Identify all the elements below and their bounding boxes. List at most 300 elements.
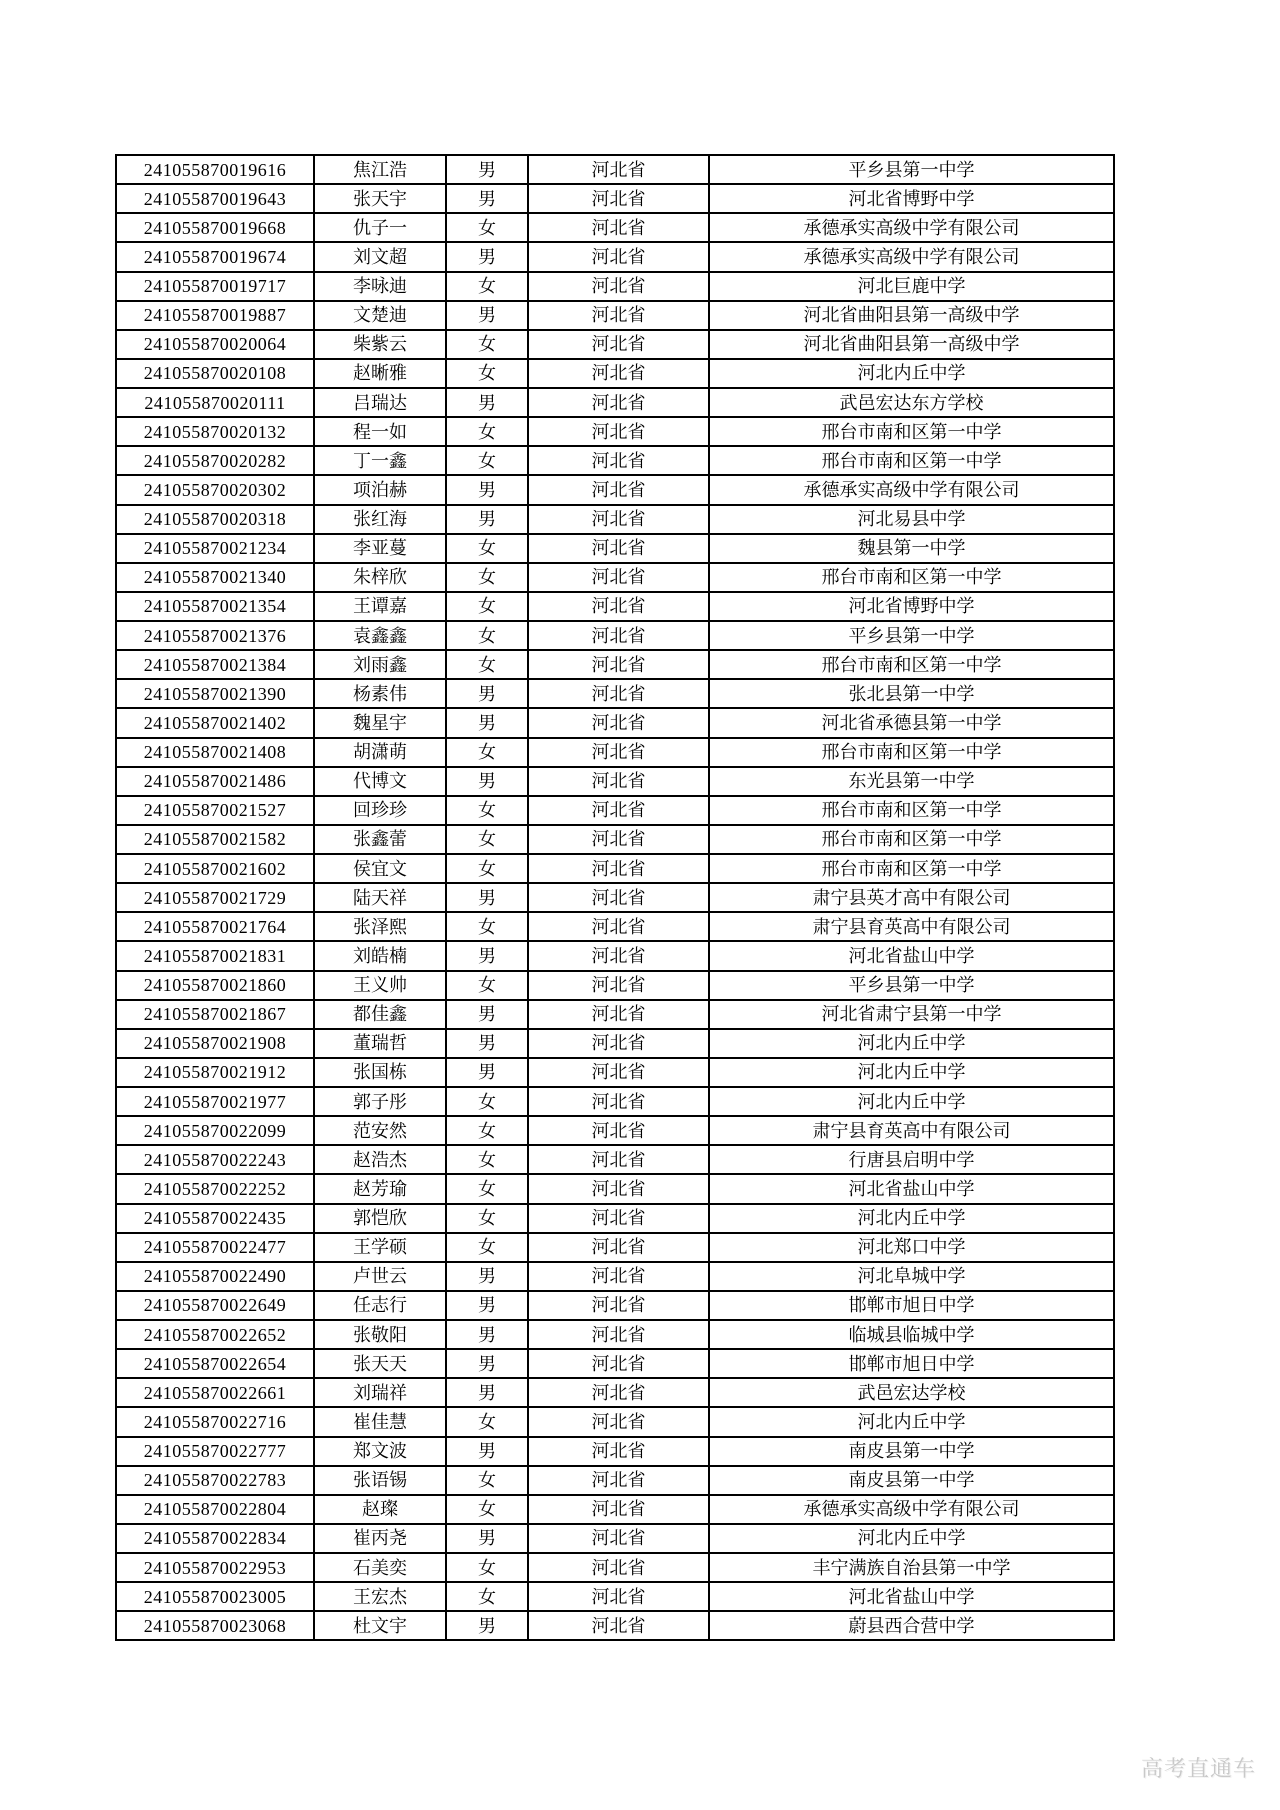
cell-school: 南皮县第一中学 <box>709 1437 1114 1466</box>
cell-gender: 女 <box>446 1087 528 1116</box>
table-row <box>116 738 1114 767</box>
cell-province: 河北省 <box>528 301 709 330</box>
cell-gender: 男 <box>446 242 528 271</box>
cell-province: 河北省 <box>528 1291 709 1320</box>
cell-province: 河北省 <box>528 359 709 388</box>
cell-province: 河北省 <box>528 621 709 650</box>
cell-school: 河北省盐山中学 <box>709 941 1114 970</box>
cell-school: 河北巨鹿中学 <box>709 272 1114 301</box>
cell-candidate-number: 241055870022490 <box>116 1262 314 1291</box>
candidate-roster-table <box>115 154 1115 1641</box>
cell-candidate-name: 郑文波 <box>314 1437 446 1466</box>
cell-candidate-number: 241055870021390 <box>116 679 314 708</box>
cell-province: 河北省 <box>528 767 709 796</box>
cell-candidate-name: 胡潇萌 <box>314 738 446 767</box>
cell-candidate-name: 袁鑫鑫 <box>314 621 446 650</box>
table-row <box>116 1174 1114 1203</box>
table-row <box>116 446 1114 475</box>
cell-gender: 女 <box>446 854 528 883</box>
cell-candidate-name: 王学硕 <box>314 1233 446 1262</box>
cell-candidate-number: 241055870019717 <box>116 272 314 301</box>
cell-candidate-name: 程一如 <box>314 417 446 446</box>
table-row <box>116 301 1114 330</box>
roster-table-body <box>116 155 1114 1640</box>
cell-province: 河北省 <box>528 941 709 970</box>
cell-candidate-number: 241055870021376 <box>116 621 314 650</box>
table-row <box>116 359 1114 388</box>
cell-candidate-name: 魏星宇 <box>314 708 446 737</box>
cell-province: 河北省 <box>528 1611 709 1640</box>
cell-province: 河北省 <box>528 1495 709 1524</box>
table-row <box>116 592 1114 621</box>
cell-province: 河北省 <box>528 1524 709 1553</box>
cell-candidate-number: 241055870021340 <box>116 563 314 592</box>
cell-gender: 男 <box>446 301 528 330</box>
cell-school: 蔚县西合营中学 <box>709 1611 1114 1640</box>
table-row <box>116 1437 1114 1466</box>
cell-school: 临城县临城中学 <box>709 1320 1114 1349</box>
cell-candidate-name: 柴紫云 <box>314 330 446 359</box>
cell-school: 丰宁满族自治县第一中学 <box>709 1553 1114 1582</box>
cell-school: 承德承实高级中学有限公司 <box>709 1495 1114 1524</box>
table-row <box>116 1204 1114 1233</box>
cell-candidate-name: 陆天祥 <box>314 883 446 912</box>
cell-school: 武邑宏达东方学校 <box>709 388 1114 417</box>
table-row <box>116 1320 1114 1349</box>
table-row <box>116 505 1114 534</box>
cell-province: 河北省 <box>528 1437 709 1466</box>
cell-province: 河北省 <box>528 1087 709 1116</box>
cell-gender: 男 <box>446 1058 528 1087</box>
cell-province: 河北省 <box>528 1582 709 1611</box>
cell-candidate-name: 张敬阳 <box>314 1320 446 1349</box>
cell-school: 平乡县第一中学 <box>709 971 1114 1000</box>
table-row <box>116 1116 1114 1145</box>
cell-candidate-name: 李亚蔓 <box>314 534 446 563</box>
cell-candidate-number: 241055870020318 <box>116 505 314 534</box>
cell-gender: 男 <box>446 1262 528 1291</box>
cell-gender: 女 <box>446 796 528 825</box>
cell-candidate-number: 241055870019674 <box>116 242 314 271</box>
cell-candidate-name: 赵浩杰 <box>314 1145 446 1174</box>
cell-candidate-name: 赵芳瑜 <box>314 1174 446 1203</box>
cell-candidate-name: 张鑫蕾 <box>314 825 446 854</box>
cell-candidate-name: 任志行 <box>314 1291 446 1320</box>
cell-candidate-number: 241055870022661 <box>116 1378 314 1407</box>
cell-province: 河北省 <box>528 1116 709 1145</box>
cell-school: 邢台市南和区第一中学 <box>709 825 1114 854</box>
cell-candidate-name: 崔丙尧 <box>314 1524 446 1553</box>
cell-school: 邢台市南和区第一中学 <box>709 854 1114 883</box>
cell-gender: 男 <box>446 1378 528 1407</box>
cell-candidate-number: 241055870022435 <box>116 1204 314 1233</box>
cell-province: 河北省 <box>528 1058 709 1087</box>
cell-candidate-number: 241055870021602 <box>116 854 314 883</box>
table-row <box>116 1495 1114 1524</box>
cell-school: 河北内丘中学 <box>709 1524 1114 1553</box>
cell-gender: 女 <box>446 621 528 650</box>
cell-school: 承德承实高级中学有限公司 <box>709 242 1114 271</box>
cell-gender: 男 <box>446 1291 528 1320</box>
cell-candidate-name: 代博文 <box>314 767 446 796</box>
cell-candidate-number: 241055870021977 <box>116 1087 314 1116</box>
cell-candidate-number: 241055870022777 <box>116 1437 314 1466</box>
cell-province: 河北省 <box>528 883 709 912</box>
cell-candidate-number: 241055870022783 <box>116 1466 314 1495</box>
cell-candidate-number: 241055870021867 <box>116 1000 314 1029</box>
cell-candidate-name: 都佳鑫 <box>314 1000 446 1029</box>
cell-province: 河北省 <box>528 1349 709 1378</box>
cell-candidate-name: 李咏迪 <box>314 272 446 301</box>
table-row <box>116 971 1114 1000</box>
cell-candidate-number: 241055870022243 <box>116 1145 314 1174</box>
cell-province: 河北省 <box>528 738 709 767</box>
cell-school: 河北易县中学 <box>709 505 1114 534</box>
table-row <box>116 708 1114 737</box>
cell-school: 平乡县第一中学 <box>709 621 1114 650</box>
table-row <box>116 242 1114 271</box>
cell-province: 河北省 <box>528 242 709 271</box>
cell-candidate-name: 仇子一 <box>314 213 446 242</box>
cell-candidate-number: 241055870022477 <box>116 1233 314 1262</box>
cell-province: 河北省 <box>528 796 709 825</box>
cell-school: 河北省肃宁县第一中学 <box>709 1000 1114 1029</box>
cell-candidate-number: 241055870021831 <box>116 941 314 970</box>
cell-gender: 女 <box>446 825 528 854</box>
cell-candidate-number: 241055870022804 <box>116 1495 314 1524</box>
cell-school: 河北内丘中学 <box>709 1204 1114 1233</box>
cell-province: 河北省 <box>528 388 709 417</box>
cell-province: 河北省 <box>528 534 709 563</box>
cell-gender: 女 <box>446 971 528 1000</box>
cell-school: 南皮县第一中学 <box>709 1466 1114 1495</box>
cell-candidate-number: 241055870021764 <box>116 912 314 941</box>
site-watermark: 高考直通车 <box>1141 1756 1257 1781</box>
table-row <box>116 621 1114 650</box>
table-row <box>116 475 1114 504</box>
cell-province: 河北省 <box>528 184 709 213</box>
cell-candidate-name: 张语锡 <box>314 1466 446 1495</box>
cell-candidate-number: 241055870022953 <box>116 1553 314 1582</box>
cell-candidate-number: 241055870020302 <box>116 475 314 504</box>
cell-gender: 女 <box>446 1407 528 1436</box>
cell-candidate-number: 241055870022716 <box>116 1407 314 1436</box>
cell-province: 河北省 <box>528 912 709 941</box>
cell-candidate-number: 241055870022649 <box>116 1291 314 1320</box>
cell-province: 河北省 <box>528 1233 709 1262</box>
cell-candidate-name: 石美奕 <box>314 1553 446 1582</box>
cell-candidate-name: 赵璨 <box>314 1495 446 1524</box>
cell-gender: 女 <box>446 563 528 592</box>
cell-candidate-name: 卢世云 <box>314 1262 446 1291</box>
cell-gender: 男 <box>446 505 528 534</box>
cell-province: 河北省 <box>528 1204 709 1233</box>
table-row <box>116 1233 1114 1262</box>
table-row <box>116 1087 1114 1116</box>
cell-candidate-number: 241055870021908 <box>116 1029 314 1058</box>
table-row <box>116 534 1114 563</box>
cell-gender: 女 <box>446 1233 528 1262</box>
cell-candidate-name: 回珍珍 <box>314 796 446 825</box>
cell-school: 河北省博野中学 <box>709 184 1114 213</box>
cell-school: 平乡县第一中学 <box>709 155 1114 184</box>
table-row <box>116 767 1114 796</box>
cell-school: 河北省盐山中学 <box>709 1582 1114 1611</box>
cell-school: 邢台市南和区第一中学 <box>709 796 1114 825</box>
cell-gender: 女 <box>446 1553 528 1582</box>
cell-candidate-number: 241055870022099 <box>116 1116 314 1145</box>
cell-candidate-name: 王宏杰 <box>314 1582 446 1611</box>
cell-candidate-name: 刘雨鑫 <box>314 650 446 679</box>
cell-gender: 女 <box>446 1145 528 1174</box>
cell-candidate-number: 241055870021384 <box>116 650 314 679</box>
cell-province: 河北省 <box>528 708 709 737</box>
cell-candidate-number: 241055870020282 <box>116 446 314 475</box>
table-row <box>116 1145 1114 1174</box>
cell-school: 邢台市南和区第一中学 <box>709 650 1114 679</box>
cell-candidate-name: 侯宜文 <box>314 854 446 883</box>
cell-gender: 女 <box>446 1174 528 1203</box>
cell-candidate-name: 张泽熙 <box>314 912 446 941</box>
cell-gender: 男 <box>446 388 528 417</box>
cell-candidate-number: 241055870020111 <box>116 388 314 417</box>
cell-gender: 女 <box>446 417 528 446</box>
cell-candidate-number: 241055870023005 <box>116 1582 314 1611</box>
table-row <box>116 679 1114 708</box>
cell-gender: 女 <box>446 592 528 621</box>
table-row <box>116 417 1114 446</box>
table-row <box>116 1000 1114 1029</box>
cell-school: 河北内丘中学 <box>709 1058 1114 1087</box>
cell-candidate-number: 241055870021527 <box>116 796 314 825</box>
cell-school: 行唐县启明中学 <box>709 1145 1114 1174</box>
table-row <box>116 1378 1114 1407</box>
cell-candidate-number: 241055870019668 <box>116 213 314 242</box>
cell-candidate-name: 王谭嘉 <box>314 592 446 621</box>
cell-candidate-number: 241055870021402 <box>116 708 314 737</box>
cell-candidate-number: 241055870022652 <box>116 1320 314 1349</box>
cell-gender: 男 <box>446 475 528 504</box>
cell-candidate-name: 朱梓欣 <box>314 563 446 592</box>
cell-school: 河北内丘中学 <box>709 1029 1114 1058</box>
cell-gender: 女 <box>446 1204 528 1233</box>
cell-gender: 男 <box>446 708 528 737</box>
table-row <box>116 1262 1114 1291</box>
table-row <box>116 1524 1114 1553</box>
cell-school: 邢台市南和区第一中学 <box>709 446 1114 475</box>
table-row <box>116 330 1114 359</box>
cell-candidate-name: 郭恺欣 <box>314 1204 446 1233</box>
cell-candidate-number: 241055870021234 <box>116 534 314 563</box>
cell-province: 河北省 <box>528 854 709 883</box>
table-row <box>116 854 1114 883</box>
cell-gender: 男 <box>446 1000 528 1029</box>
cell-candidate-name: 董瑞哲 <box>314 1029 446 1058</box>
cell-candidate-name: 杨素伟 <box>314 679 446 708</box>
table-row <box>116 272 1114 301</box>
cell-gender: 女 <box>446 1116 528 1145</box>
cell-candidate-number: 241055870021354 <box>116 592 314 621</box>
table-row <box>116 1466 1114 1495</box>
cell-gender: 男 <box>446 1437 528 1466</box>
cell-province: 河北省 <box>528 1466 709 1495</box>
cell-candidate-number: 241055870021860 <box>116 971 314 1000</box>
cell-school: 河北内丘中学 <box>709 359 1114 388</box>
table-row <box>116 1291 1114 1320</box>
cell-candidate-number: 241055870019643 <box>116 184 314 213</box>
cell-candidate-number: 241055870021486 <box>116 767 314 796</box>
cell-candidate-name: 文楚迪 <box>314 301 446 330</box>
cell-school: 邢台市南和区第一中学 <box>709 417 1114 446</box>
cell-gender: 男 <box>446 1029 528 1058</box>
table-row <box>116 825 1114 854</box>
cell-province: 河北省 <box>528 971 709 1000</box>
cell-candidate-number: 241055870021729 <box>116 883 314 912</box>
cell-province: 河北省 <box>528 272 709 301</box>
cell-province: 河北省 <box>528 1320 709 1349</box>
cell-gender: 女 <box>446 1495 528 1524</box>
cell-school: 邢台市南和区第一中学 <box>709 738 1114 767</box>
cell-candidate-number: 241055870019887 <box>116 301 314 330</box>
cell-gender: 男 <box>446 1611 528 1640</box>
table-row <box>116 184 1114 213</box>
table-row <box>116 796 1114 825</box>
cell-province: 河北省 <box>528 1553 709 1582</box>
cell-candidate-name: 张红海 <box>314 505 446 534</box>
cell-candidate-name: 杜文宇 <box>314 1611 446 1640</box>
cell-province: 河北省 <box>528 825 709 854</box>
cell-candidate-number: 241055870021582 <box>116 825 314 854</box>
cell-gender: 女 <box>446 738 528 767</box>
cell-province: 河北省 <box>528 1174 709 1203</box>
cell-candidate-number: 241055870022654 <box>116 1349 314 1378</box>
cell-province: 河北省 <box>528 1145 709 1174</box>
cell-school: 肃宁县育英高中有限公司 <box>709 912 1114 941</box>
table-row <box>116 1029 1114 1058</box>
cell-candidate-name: 张国栋 <box>314 1058 446 1087</box>
cell-gender: 男 <box>446 155 528 184</box>
cell-candidate-name: 郭子彤 <box>314 1087 446 1116</box>
cell-candidate-name: 刘瑞祥 <box>314 1378 446 1407</box>
cell-school: 张北县第一中学 <box>709 679 1114 708</box>
cell-province: 河北省 <box>528 213 709 242</box>
cell-school: 肃宁县英才高中有限公司 <box>709 883 1114 912</box>
cell-school: 邯郸市旭日中学 <box>709 1349 1114 1378</box>
cell-gender: 男 <box>446 1320 528 1349</box>
cell-candidate-number: 241055870021408 <box>116 738 314 767</box>
cell-candidate-name: 焦江浩 <box>314 155 446 184</box>
cell-school: 承德承实高级中学有限公司 <box>709 213 1114 242</box>
table-row <box>116 1611 1114 1640</box>
cell-province: 河北省 <box>528 155 709 184</box>
cell-candidate-number: 241055870020108 <box>116 359 314 388</box>
cell-gender: 男 <box>446 1524 528 1553</box>
cell-candidate-name: 崔佳慧 <box>314 1407 446 1436</box>
cell-candidate-name: 王义帅 <box>314 971 446 1000</box>
cell-gender: 女 <box>446 359 528 388</box>
cell-province: 河北省 <box>528 1262 709 1291</box>
cell-candidate-name: 赵晰雅 <box>314 359 446 388</box>
table-row <box>116 1553 1114 1582</box>
cell-gender: 女 <box>446 272 528 301</box>
cell-school: 河北内丘中学 <box>709 1087 1114 1116</box>
cell-province: 河北省 <box>528 475 709 504</box>
cell-province: 河北省 <box>528 417 709 446</box>
cell-gender: 女 <box>446 912 528 941</box>
cell-province: 河北省 <box>528 592 709 621</box>
table-row <box>116 883 1114 912</box>
cell-candidate-name: 项泊赫 <box>314 475 446 504</box>
cell-province: 河北省 <box>528 679 709 708</box>
cell-candidate-name: 张天宇 <box>314 184 446 213</box>
cell-candidate-name: 刘皓楠 <box>314 941 446 970</box>
cell-gender: 女 <box>446 1466 528 1495</box>
cell-province: 河北省 <box>528 1000 709 1029</box>
table-row <box>116 912 1114 941</box>
table-row <box>116 941 1114 970</box>
cell-gender: 女 <box>446 330 528 359</box>
cell-province: 河北省 <box>528 330 709 359</box>
cell-candidate-name: 刘文超 <box>314 242 446 271</box>
cell-candidate-number: 241055870021912 <box>116 1058 314 1087</box>
cell-candidate-number: 241055870020132 <box>116 417 314 446</box>
cell-school: 河北省盐山中学 <box>709 1174 1114 1203</box>
cell-gender: 男 <box>446 767 528 796</box>
table-row <box>116 1058 1114 1087</box>
cell-school: 东光县第一中学 <box>709 767 1114 796</box>
cell-candidate-name: 吕瑞达 <box>314 388 446 417</box>
cell-province: 河北省 <box>528 1407 709 1436</box>
cell-province: 河北省 <box>528 563 709 592</box>
cell-school: 邢台市南和区第一中学 <box>709 563 1114 592</box>
cell-gender: 女 <box>446 213 528 242</box>
cell-school: 河北省曲阳县第一高级中学 <box>709 330 1114 359</box>
cell-gender: 女 <box>446 534 528 563</box>
cell-candidate-number: 241055870023068 <box>116 1611 314 1640</box>
cell-school: 河北省承德县第一中学 <box>709 708 1114 737</box>
cell-school: 魏县第一中学 <box>709 534 1114 563</box>
table-row <box>116 1582 1114 1611</box>
table-row <box>116 213 1114 242</box>
cell-candidate-number: 241055870020064 <box>116 330 314 359</box>
cell-province: 河北省 <box>528 446 709 475</box>
cell-gender: 女 <box>446 650 528 679</box>
table-row <box>116 563 1114 592</box>
cell-gender: 男 <box>446 184 528 213</box>
table-row <box>116 388 1114 417</box>
table-row <box>116 155 1114 184</box>
table-row <box>116 1349 1114 1378</box>
cell-gender: 男 <box>446 679 528 708</box>
cell-candidate-name: 范安然 <box>314 1116 446 1145</box>
cell-gender: 男 <box>446 941 528 970</box>
cell-gender: 男 <box>446 1349 528 1378</box>
cell-candidate-name: 张天天 <box>314 1349 446 1378</box>
cell-school: 武邑宏达学校 <box>709 1378 1114 1407</box>
cell-school: 邯郸市旭日中学 <box>709 1291 1114 1320</box>
cell-province: 河北省 <box>528 1378 709 1407</box>
cell-province: 河北省 <box>528 505 709 534</box>
cell-candidate-name: 丁一鑫 <box>314 446 446 475</box>
cell-gender: 女 <box>446 446 528 475</box>
cell-candidate-number: 241055870022834 <box>116 1524 314 1553</box>
cell-school: 河北省曲阳县第一高级中学 <box>709 301 1114 330</box>
cell-province: 河北省 <box>528 1029 709 1058</box>
table-row <box>116 650 1114 679</box>
cell-school: 承德承实高级中学有限公司 <box>709 475 1114 504</box>
cell-school: 肃宁县育英高中有限公司 <box>709 1116 1114 1145</box>
cell-school: 河北郑口中学 <box>709 1233 1114 1262</box>
